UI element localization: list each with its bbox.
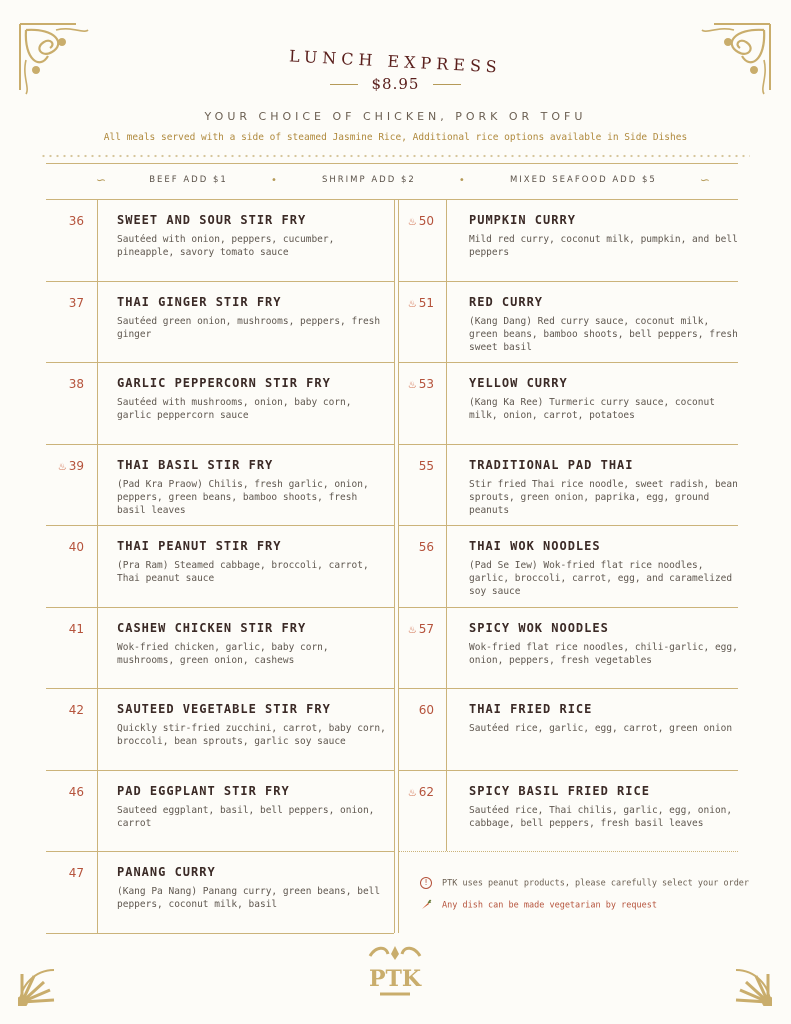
addon-beef: BEEF ADD $1 xyxy=(149,175,228,185)
item-description: (Pad Se Iew) Wok-fried flat rice noodles, garlic, broccoli, carrot, egg, and caramelized soy sauce xyxy=(469,560,733,597)
item-number-text: 36 xyxy=(68,214,84,228)
item-description: Sauteed eggplant, basil, bell peppers, onion, carrot xyxy=(117,805,375,829)
item-name: THAI GINGER STIR FRY xyxy=(117,295,282,309)
addon-separator-dot: • xyxy=(458,174,467,186)
carrot-icon xyxy=(420,899,432,911)
addon-separator-dot: • xyxy=(270,174,279,186)
menu-item xyxy=(0,362,791,443)
item-description: Sautéed green onion, mushrooms, peppers, fresh ginger xyxy=(117,316,381,340)
item-description: Stir fried Thai rice noodle, sweet radish, bean sprouts, green onion, paprika, egg, ground peanuts xyxy=(469,479,738,516)
peanut-warning-text: PTK uses peanut products, please carefully select your order xyxy=(442,878,750,889)
item-number-text: 60 xyxy=(418,703,434,717)
addons-top-rule xyxy=(46,163,738,164)
item-number-text: 62 xyxy=(418,785,434,799)
item-description: Sautéed with onion, peppers, cucumber, pineapple, savory tomato sauce xyxy=(117,234,335,258)
menu-item xyxy=(0,281,791,362)
item-name: CASHEW CHICKEN STIR FRY xyxy=(117,621,307,635)
item-name: TRADITIONAL PAD THAI xyxy=(469,458,634,472)
menu-title-block xyxy=(0,46,791,77)
menu-item xyxy=(0,851,791,932)
item-description: Mild red curry, coconut milk, pumpkin, and bell peppers xyxy=(469,234,738,258)
item-number-text: 56 xyxy=(418,540,434,554)
item-number-text: 53 xyxy=(418,377,434,391)
item-number-text: 50 xyxy=(418,214,434,228)
item-number-text: 42 xyxy=(68,703,84,717)
item-description: Sautéed rice, garlic, egg, carrot, green onion xyxy=(469,723,733,734)
addon-shrimp: SHRIMP ADD $2 xyxy=(321,175,416,185)
item-name: SPICY BASIL FRIED RICE xyxy=(469,784,650,798)
sunburst-ornament-bottom-left xyxy=(18,960,78,1006)
item-number xyxy=(374,377,434,391)
item-description: (Kang Ka Ree) Turmeric curry sauce, coconut milk, onion, carrot, potatoes xyxy=(469,397,715,421)
item-name: RED CURRY xyxy=(469,295,544,309)
item-description: (Kang Pa Nang) Panang curry, green beans, bell peppers, coconut milk, basil xyxy=(117,886,381,910)
menu-item xyxy=(0,199,791,280)
item-description: Wok-fried flat rice noodles, chili-garlic, egg, onion, peppers, fresh vegetables xyxy=(469,642,738,666)
dotted-divider xyxy=(40,152,750,160)
item-number-text: 37 xyxy=(68,296,84,310)
item-name: THAI BASIL STIR FRY xyxy=(117,458,274,472)
item-description: (Kang Dang) Red curry sauce, coconut milk, green beans, bamboo shoots, bell peppers, fresh sweet basil xyxy=(469,316,738,353)
vegetarian-note-text: Any dish can be made vegetarian by request xyxy=(442,900,657,911)
item-description: Sautéed rice, Thai chilis, garlic, egg, onion, cabbage, bell peppers, fresh basil leaves xyxy=(469,805,733,829)
item-number-text: 47 xyxy=(68,866,84,880)
menu-item xyxy=(0,525,791,606)
swirl-icon-right: ∽ xyxy=(699,173,710,187)
menu-item xyxy=(0,607,791,688)
spicy-flame-icon: ♨ xyxy=(407,299,417,310)
item-name: SPICY WOK NOODLES xyxy=(469,621,609,635)
item-name: YELLOW CURRY xyxy=(469,376,568,390)
item-number xyxy=(374,459,434,473)
addon-mixed-seafood: MIXED SEAFOOD ADD $5 xyxy=(509,175,657,185)
spicy-flame-icon: ♨ xyxy=(407,380,417,391)
item-number-text: 57 xyxy=(418,622,434,636)
info-icon: ! xyxy=(420,877,432,889)
spicy-flame-icon: ♨ xyxy=(407,788,417,799)
item-number xyxy=(374,622,434,636)
addons-bar xyxy=(96,170,710,190)
item-number xyxy=(374,214,434,228)
price-row xyxy=(0,74,791,93)
item-number-text: 40 xyxy=(68,540,84,554)
logo-text: PTK xyxy=(368,966,422,992)
spicy-flame-icon: ♨ xyxy=(407,217,417,228)
price-divider-right xyxy=(433,84,461,85)
row-rule-left xyxy=(46,933,394,934)
item-number xyxy=(374,296,434,310)
item-number xyxy=(374,703,434,717)
item-number-text: 38 xyxy=(68,377,84,391)
item-name: SAUTEED VEGETABLE STIR FRY xyxy=(117,702,331,716)
item-description: (Pad Kra Praow) Chilis, fresh garlic, onion, peppers, green beans, bamboo shoots, fresh basil leaves xyxy=(117,479,369,516)
menu-price: $8.95 xyxy=(371,75,420,93)
item-name: THAI FRIED RICE xyxy=(469,702,593,716)
menu-item xyxy=(0,444,791,525)
menu-item xyxy=(0,688,791,769)
item-name: PAD EGGPLANT STIR FRY xyxy=(117,784,290,798)
sunburst-ornament-bottom-right xyxy=(712,960,772,1006)
item-name: GARLIC PEPPERCORN STIR FRY xyxy=(117,376,331,390)
peanut-warning xyxy=(420,877,749,889)
item-name: THAI WOK NOODLES xyxy=(469,539,601,553)
item-description: Quickly stir-fried zucchini, carrot, baby corn, broccoli, bean sprouts, garlic soy sauce xyxy=(117,723,386,747)
item-name: THAI PEANUT STIR FRY xyxy=(117,539,282,553)
item-number-text: 39 xyxy=(68,459,84,473)
vegetarian-note xyxy=(420,899,657,911)
spicy-flame-icon: ♨ xyxy=(407,625,417,636)
item-description: (Pra Ram) Steamed cabbage, broccoli, carrot, Thai peanut sauce xyxy=(117,560,369,584)
item-number-text: 41 xyxy=(68,622,84,636)
item-number xyxy=(24,866,84,880)
item-name: PANANG CURRY xyxy=(117,865,216,879)
rice-note: All meals served with a side of steamed Jasmine Rice, Additional rice options available in Side Dishes xyxy=(103,132,688,143)
menu-item xyxy=(0,770,791,851)
item-name: PUMPKIN CURRY xyxy=(469,213,576,227)
item-description: Wok-fried chicken, garlic, baby corn, mushrooms, green onion, cashews xyxy=(117,642,329,666)
item-description: Sautéed with mushrooms, onion, baby corn, garlic peppercorn sauce xyxy=(117,397,352,421)
protein-choice-subtitle: YOUR CHOICE OF CHICKEN, PORK OR TOFU xyxy=(204,110,587,123)
item-number xyxy=(374,785,434,799)
ptk-logo xyxy=(366,944,424,1000)
item-number-text: 46 xyxy=(68,785,84,799)
item-number-text: 55 xyxy=(418,459,434,473)
item-name: SWEET AND SOUR STIR FRY xyxy=(117,213,307,227)
item-number xyxy=(374,540,434,554)
spicy-flame-icon: ♨ xyxy=(57,462,67,473)
price-divider-left xyxy=(330,84,358,85)
item-number-text: 51 xyxy=(418,296,434,310)
swirl-icon-left: ∽ xyxy=(96,173,107,187)
menu-title: LUNCH EXPRESS xyxy=(288,46,503,77)
